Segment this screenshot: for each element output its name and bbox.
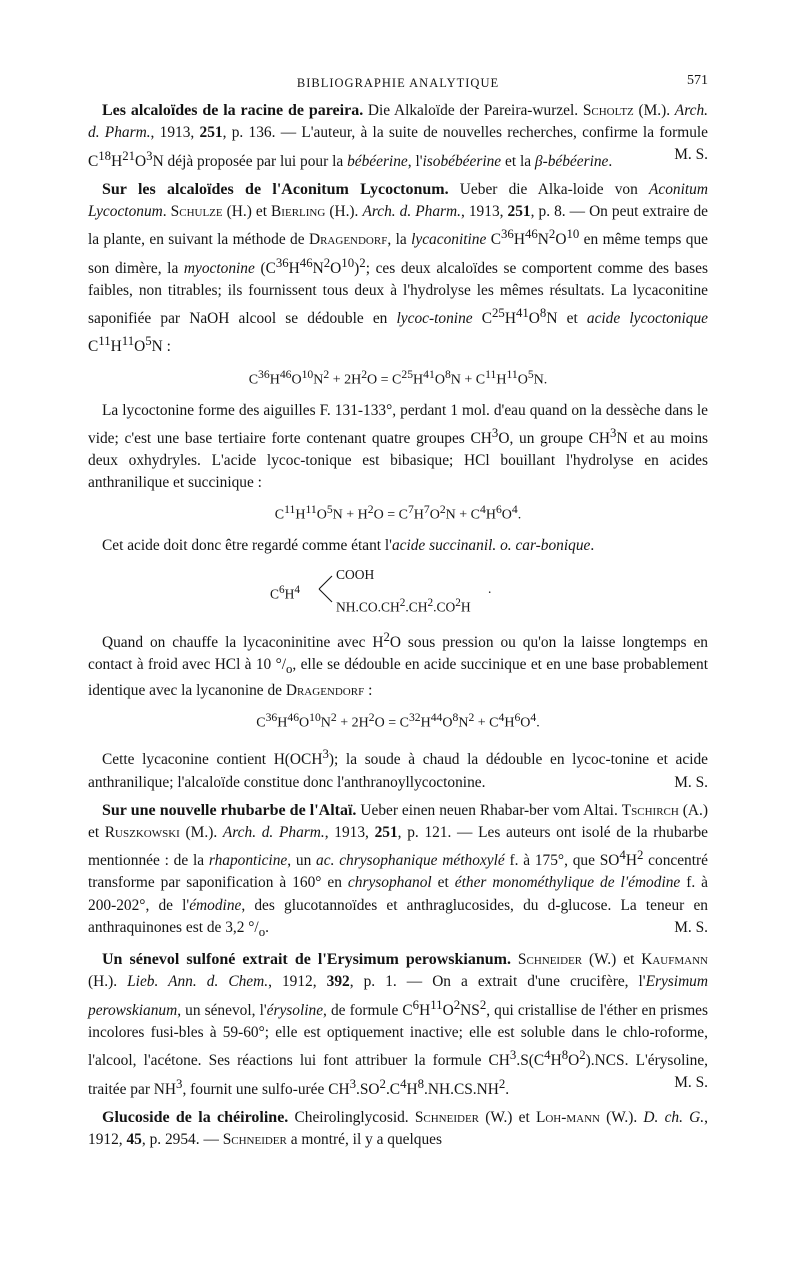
entry-aconitum bbox=[88, 179, 708, 359]
paragraph-acide: Cet acide doit donc être regardé comme étant l'acide succinanil. o. car-bonique. bbox=[102, 537, 595, 555]
running-head: BIBLIOGRAPHIE ANALYTIQUE bbox=[296, 76, 500, 90]
paragraph-text: Cette lycaconine contient H(OCH$^3$); la soude à chaud la dédouble en lycoc-tonine et acide anthranilique; l'alcaloïde constitue donc l'anthranoyllycoctonine. bbox=[88, 747, 708, 791]
entry-signature: M. S. bbox=[674, 146, 708, 164]
entry-signature: M. S. bbox=[674, 918, 708, 936]
entry-signature: M. S. bbox=[674, 773, 708, 791]
paragraph-quand: Quand on chauffe la lycaconinitine avec $H^2O$ sous pression ou qu'on la laisse longtemps en contact à froid avec HCl à 10 $^\circ/_o$, elle se dédouble en acide succinique et en une base probablement identique avec la lycanonine de Dragendorf : bbox=[88, 629, 708, 700]
equation-lycoctonique: $C^{11}H^{11}O^5N + H^2O = C^7H^7O^2N + C^4H^6O^4$. bbox=[274, 503, 522, 524]
paragraph-cette bbox=[88, 743, 708, 794]
formula-base: $C^6H^4$ bbox=[270, 583, 301, 602]
entry-body: Cheirolinglycosid. Schneider (W.) et Loh-mann (W.). D. ch. G., 1912, 45, p. 2954. — Schneider a montré, il y a quelques bbox=[88, 1108, 708, 1148]
entry-title: Les alcaloïdes de la racine de pareira. bbox=[102, 102, 364, 119]
entry-body: Schneider (W.) et Kaufmann (H.). Lieb. Ann. d. Chem., 1912, 392, p. 1. — On a extrait d'une crucifère, l'Erysimum perowskianum, un sénevol, l'érysoline, de formule $C^6H^{11}O^2NS^2$, qui cristallise de l'éther en prismes incolores fusi-bles à 59-60°; elle est optiquement inactive; elle est soluble dans le chlo-roforme, l'alcool, l'acétone. Ses réactions lui font attribuer la formule $CH^3.S(C^4H^8O^2).NCS$. L'érysoline, traitée par $NH^3$, fournit une sulfo-urée $CH^3.SO^2.C^4H^8.NH.CS.NH^2$. bbox=[88, 951, 709, 1098]
page-number: 571 bbox=[687, 73, 708, 88]
formula-top-group: COOH bbox=[336, 566, 375, 582]
formula-bond-bracket bbox=[316, 574, 334, 604]
entry-signature: M. S. bbox=[674, 1074, 708, 1092]
paragraph-lycoctonine: La lycoctonine forme des aiguilles F. 131-133°, perdant 1 mol. d'eau quand on la dessèche dans le vide; c'est une base tertiaire forte contenant quatre groupes $CH^3O$, un groupe $CH^3N$ et au moins deux oxhydryles. L'acide lycoc-tonique est bibasique; HCl bouillant l'hydrolyse en acides anthranilique et succinique : bbox=[88, 401, 709, 492]
entry-title: Sur les alcaloïdes de l'Aconitum Lycoctonum. bbox=[102, 180, 449, 198]
entry-title: Un sénevol sulfoné extrait de l'Erysimum perowskianum. bbox=[102, 951, 511, 969]
entry-body: Ueber einen neuen Rhabar-ber vom Altai. Tschirch (A.) et Ruszkowski (M.). Arch. d. Pharm., 1913, 251, p. 121. — Les auteurs ont isolé de la rhubarbe mentionnée : de la rhaponticine, un ac. chrysophanique méthoxylé f. à 175°, que $SO^4H^2$ concentré transforme par saponification à 160° en chrysophanol et éther monométhylique de l'émodine f. à 200-202°, de l'émodine, des glucotannoïdes et anthraglucosides, du d-glucose. La teneur en anthraquinones est de 3,2 $^\circ/_o$. bbox=[88, 801, 708, 939]
equation-lycaconitine: $C^{36}H^{46}O^{10}N^2 + 2H^2O = C^{25}H^{41}O^8N + C^{11}H^{11}O^5N$. bbox=[248, 367, 548, 388]
entry-rhubarbe bbox=[88, 800, 708, 943]
entry-pareira bbox=[88, 100, 708, 173]
formula-bottom-group: $NH.CO.CH^2.CH^2.CO^2H$ bbox=[336, 596, 471, 615]
entry-title: Sur une nouvelle rhubarbe de l'Altaï. bbox=[102, 801, 357, 819]
equation-lycanonine: $C^{36}H^{46}O^{10}N^2 + 2H^2O = C^{32}H^{44}O^8N^2 + C^4H^6O^4$. bbox=[256, 711, 540, 731]
page-header bbox=[88, 70, 708, 92]
entry-body: Ueber die Alka-loide von Aconitum Lycoctonum. Schulze (H.) et Bierling (H.). Arch. d. Pharm., 1913, 251, p. 8. — On peut extraire de la plante, en suivant la méthode de Dragendorf, la lycaconitine $C^{36}H^{46}N^2O^{10}$ en même temps que son dimère, la myoctonine $(C^{36}H^{46}N^2O^{10})^2$; ces deux alcaloïdes se comportent comme des bases faibles, non titrables; ils fournissent tous deux à l'hydrolyse les mêmes résultats. La lycaconitine saponifiée par NaOH alcool se dédouble en lycoc-tonine $C^{25}H^{41}O^8N$ et acide lycoctonique $C^{11}H^{11}O^5N$ : bbox=[88, 180, 708, 356]
formula-trailing: . bbox=[488, 580, 492, 596]
entry-erysimum bbox=[88, 949, 708, 1101]
page bbox=[88, 70, 708, 1151]
entry-title: Glucoside de la chéiroline. bbox=[102, 1108, 289, 1126]
entry-body: Die Alkaloïde der Pareira-wurzel. Scholtz (M.). Arch. d. Pharm., 1913, 251, p. 136. — L'auteur, à la suite de nouvelles recherches, confirme la formule $C^{18}H^{21}O^3N$ déjà proposée par lui pour la bébéerine, l'isobébéerine et la β-bébéerine. bbox=[88, 102, 709, 170]
entry-cheiroline bbox=[88, 1107, 708, 1151]
structural-formula bbox=[88, 564, 708, 618]
